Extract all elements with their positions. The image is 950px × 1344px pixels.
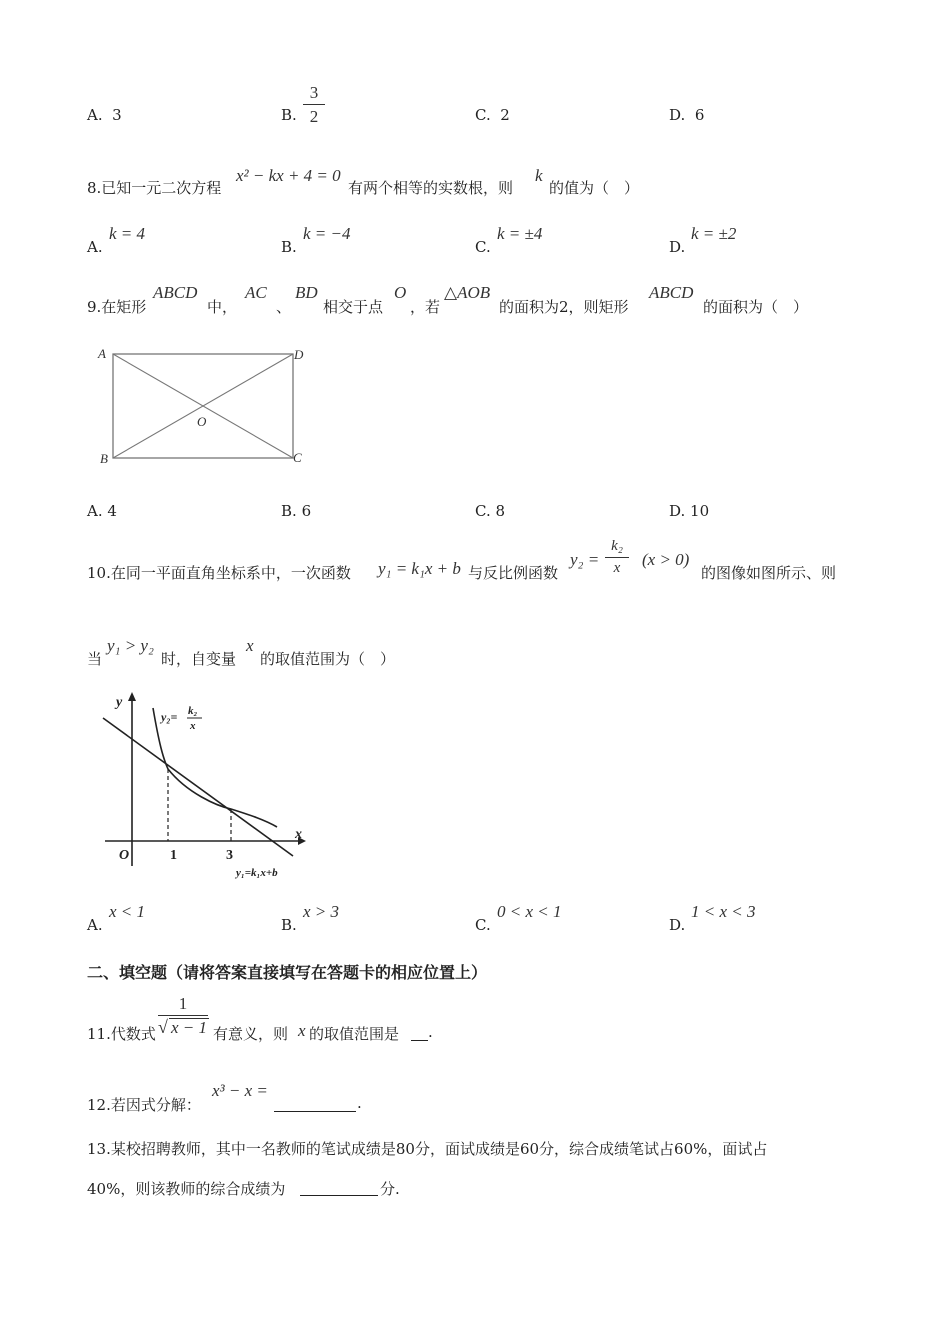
q11-suffix: 的取值范围是 [309,1025,400,1043]
q13-line-2a: 40%，则该教师的综合成绩为 [87,1180,286,1198]
q8-middle: 有两个相等的实数根，则 [348,179,514,197]
q10-option-b-value: x > 3 [303,902,340,921]
q7-option-b-fraction: 3 2 [303,84,325,125]
q10-option-d-value: 1 < x < 3 [691,902,756,921]
label-y2-lhs: y₂= [161,710,178,724]
q9-text-1: 9.在矩形 [87,298,147,316]
q8-prefix: 8.已知一元二次方程 [87,179,222,197]
q10-function-graph [95,688,315,888]
q10-option-a-value: x < 1 [109,902,146,921]
q9-math-bd: BD [295,283,318,302]
q9-text-5: ，若 [410,298,441,316]
q10-text-1: 10.在同一平面直角坐标系中，一次函数 [87,564,351,582]
q8-option-c-value: k = ±4 [497,224,543,243]
q12-prefix: 12.若因式分解： [87,1096,201,1114]
q13-answer-blank[interactable] [300,1178,378,1196]
label-y2-den: x [190,720,196,732]
q10-condition: y₁ > y₂ [107,636,154,655]
q9-math-aob: △AOB [444,283,491,302]
label-d: D [294,347,304,362]
q9-option-a: A. 4 [87,502,117,520]
q9-text-2: 中， [207,298,238,316]
q9-math-ac: AC [245,283,267,302]
q8-option-c-letter: C. [475,238,491,256]
q10-domain: (x > 0) [642,550,690,569]
q9-math-abcd: ABCD [153,283,198,302]
q8-var: k [535,166,543,185]
q7-option-c: C. 2 [475,106,510,124]
q9-text-4: 相交于点 [323,298,384,316]
q10-option-b-letter: B. [281,916,297,934]
q9-option-d: D. 10 [669,502,710,520]
q10-text-3: 的图像如图所示、则 [701,564,837,582]
q9-math-o: O [394,283,407,302]
q8-option-b-letter: B. [281,238,297,256]
y-axis-arrow [128,692,136,701]
q7-option-d: D. 6 [669,106,705,124]
label-a: A [98,346,106,361]
q10-var-x: x [246,636,254,655]
q12-end: . [357,1094,362,1112]
label-y2-num: k₂ [188,705,198,717]
label-y-axis: y [116,695,123,710]
label-x-axis: x [295,827,302,842]
q11-var-x: x [298,1021,306,1040]
q8-equation: x² − kx + 4 = 0 [236,166,341,185]
q7-option-a: A. 3 [87,106,122,124]
q12-expression: x³ − x = [212,1081,268,1100]
label-c: C [293,450,302,465]
q10-option-d-letter: D. [669,916,686,934]
label-b: B [100,451,108,466]
q10-linear-function: y₁ = k₁x + b [378,559,461,578]
q9-text-7: 的面积为（ ） [703,298,809,316]
q10-text-2: 与反比例函数 [468,564,559,582]
q11-end: . [428,1023,433,1041]
q8-option-d-value: k = ±2 [691,224,737,243]
q10-inverse-lhs: y₂ = [570,550,600,569]
q11-middle: 有意义，则 [213,1025,289,1043]
q8-suffix: 的值为（ ） [549,179,640,197]
q10-option-c-letter: C. [475,916,491,934]
q8-option-a-value: k = 4 [109,224,146,243]
section-2-title: 二、填空题（请将答案直接填写在答题卡的相应位置上） [87,963,488,982]
label-o: O [197,414,207,429]
q9-rectangle-figure [95,342,320,472]
q10-text-6: 的取值范围为（ ） [260,650,396,668]
q9-math-abcd-2: ABCD [649,283,694,302]
q13-line-1: 13.某校招聘教师，其中一名教师的笔试成绩是80分，面试成绩是60分，综合成绩笔试占60%，面试占 [87,1140,768,1158]
q8-option-b-value: k = −4 [303,224,351,243]
q9-option-b: B. 6 [281,502,312,520]
label-y1: y₁=k₁x+b [236,867,278,879]
q13-line-2b: 分. [380,1180,400,1198]
q11-answer-blank[interactable] [411,1023,428,1041]
sqrt-icon: √ [158,1017,168,1037]
q10-text-5: 时，自变量 [161,650,237,668]
q11-fraction [158,995,208,1036]
q9-text-6: 的面积为2，则矩形 [499,298,629,316]
q10-option-a-letter: A. [87,916,103,934]
q12-answer-blank[interactable] [274,1094,356,1112]
q9-text-3: 、 [276,298,292,316]
q11-radicand: x − 1 [171,1018,208,1037]
label-tick-1: 1 [170,848,177,863]
q9-option-c: C. 8 [475,502,506,520]
q11-denominator [158,1016,208,1036]
q7-option-b-letter: B. [281,106,297,124]
q10-inverse-fraction: k₂ x [605,539,629,576]
q11-prefix: 11.代数式 [87,1025,156,1043]
q10-option-c-value: 0 < x < 1 [497,902,562,921]
label-tick-3: 3 [226,848,233,863]
q10-text-4: 当 [87,650,103,668]
q8-option-d-letter: D. [669,238,686,256]
label-origin: O [119,848,130,863]
q8-option-a-letter: A. [87,238,103,256]
q11-numerator: 1 [178,994,188,1013]
